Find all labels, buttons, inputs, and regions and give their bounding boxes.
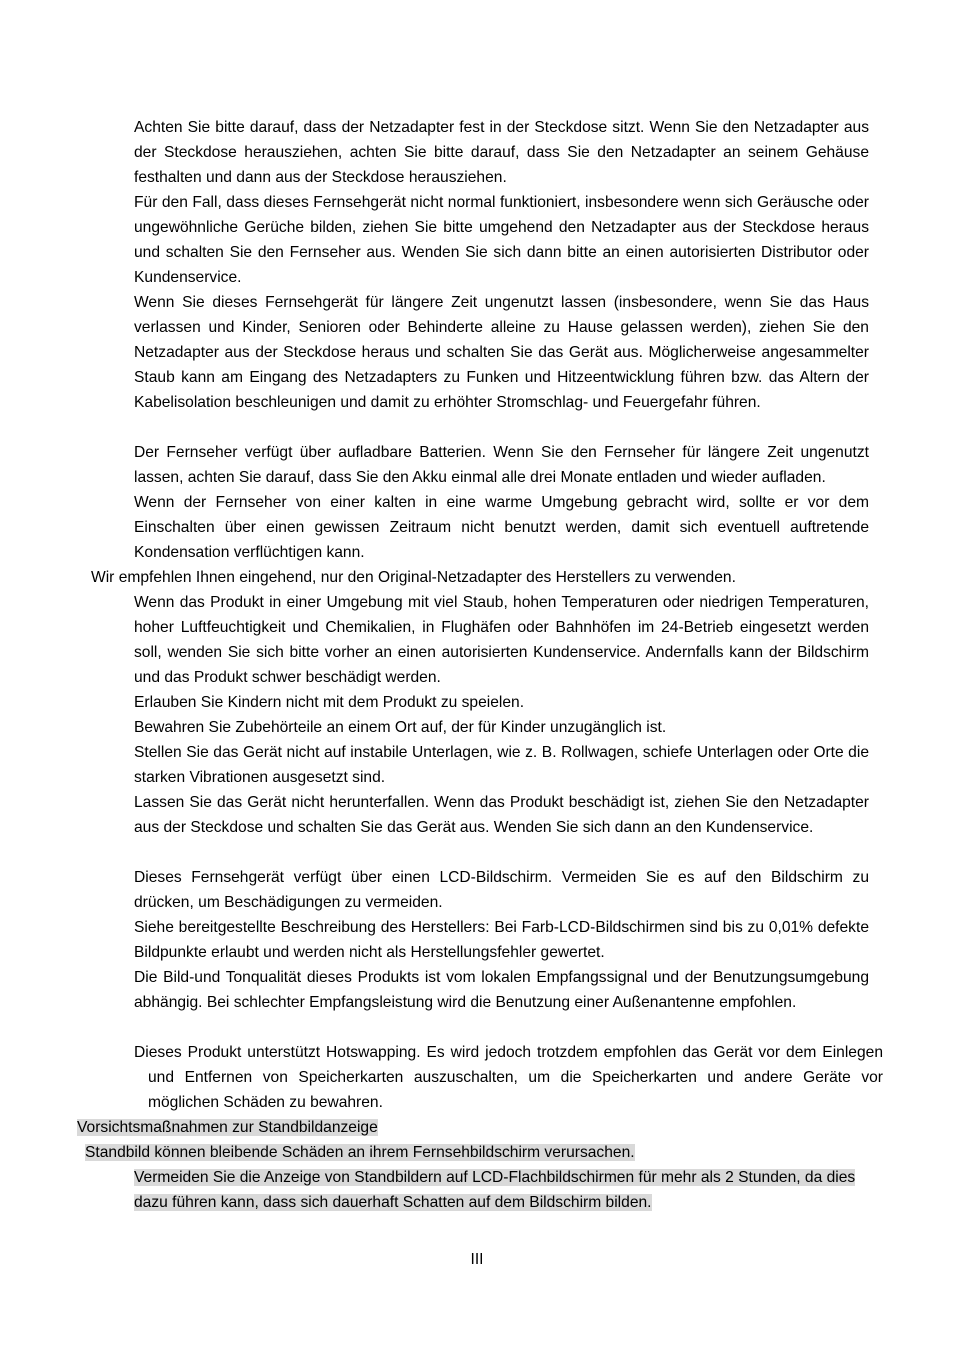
- section-heading: [77, 1116, 378, 1141]
- paragraph-hotswapping: Dieses Produkt unterstützt Hotswapping. Es wird jedoch trotzdem empfohlen das Gerät vor dem Einlegen und Entfernen von Speicherkarten auszuschalten, um die Speicherkarten und andere Geräte vor möglichen Schäden zu bewahren.: [134, 1044, 883, 1111]
- paragraph-herunterfallen: Lassen Sie das Gerät nicht herunterfallen. Wenn das Produkt beschädigt ist, ziehen Sie den Netzadapter aus der Steckdose und schalten Sie das Gerät aus. Wenden Sie sich dann an den Kundenservice.: [134, 794, 869, 836]
- paragraph-ungenutzt-lassen: Wenn Sie dieses Fernsehgerät für längere Zeit ungenutzt lassen (insbesondere, wenn Sie das Haus verlassen und Kinder, Senioren oder Behinderte alleine zu Hause gelassen werden), ziehen Sie den Netzadapter aus der Steckdose heraus und schalten Sie das Gerät aus. Möglicherweise angesammelter Staub kann am Eingang des Netzadapters zu Funken und Hitzeentwicklung führen bzw. das Altern der Kabelisolation beschleunigen und damit zu erhöhter Stromschlag- und Feuergefahr führen.: [134, 294, 869, 411]
- paragraph-kinder: Erlauben Sie Kindern nicht mit dem Produkt zu speielen.: [134, 694, 525, 711]
- page-number: III: [470, 1251, 484, 1268]
- paragraph-umgebung: Wenn das Produkt in einer Umgebung mit viel Staub, hohen Temperaturen oder niedrigen Temperaturen, hoher Luftfeuchtigkeit und Chemikalien, in Flughäfen oder Bahnhöfen im 24-Betrieb eingesetzt werden soll, wenden Sie sich bitte vorher an einen autorisierten Kundenservice. Andernfalls kann der Bildschirm und das Produkt schwer beschädigt werden.: [134, 594, 869, 686]
- paragraph-instabile-unterlagen: Stellen Sie das Gerät nicht auf instabile Unterlagen, wie z. B. Rollwagen, schiefe Unterlagen oder Orte die starken Vibrationen ausgesetzt sind.: [134, 744, 869, 786]
- paragraph-zubehoer: Bewahren Sie Zubehörteile an einem Ort auf, der für Kinder unzugänglich ist.: [134, 719, 667, 736]
- paragraph-kondensation: Wenn der Fernseher von einer kalten in eine warme Umgebung gebracht wird, sollte er vor dem Einschalten über einen gewissen Zeitraum nicht benutzt werden, damit sich eventuell auftretende Kondensation verflüchtigen kann.: [134, 494, 869, 561]
- paragraph-netzadapter-fest: Achten Sie bitte darauf, dass der Netzadapter fest in der Steckdose sitzt. Wenn Sie den Netzadapter aus der Steckdose herausziehen, achten Sie bitte darauf, dass Sie den Netzadapter an seinem Gehäuse festhalten und dann aus der Steckdose herausziehen.: [134, 119, 869, 186]
- paragraph-bild-tonqualitaet: Die Bild-und Tonqualität dieses Produkts ist vom lokalen Empfangssignal und der Benutzungsumgebung abhängig. Bei schlechter Empfangsleistung wird die Benutzung einer Außenantenne empfohlen.: [134, 969, 869, 1011]
- standbild-detail-text: Vermeiden Sie die Anzeige von Standbildern auf LCD-Flachbildschirmen für mehr als 2 Stunden, da dies dazu führen kann, dass sich dauerhaft Schatten auf dem Bildschirm bilden.: [134, 1169, 856, 1211]
- paragraph-lcd-bildschirm: Dieses Fernsehgerät verfügt über einen LCD-Bildschirm. Vermeiden Sie es auf den Bildschirm zu drücken, um Beschädigungen zu vermeiden.: [134, 869, 869, 911]
- section-heading-text: Vorsichtsmaßnahmen zur Standbildanzeige: [77, 1119, 378, 1136]
- standbild-detail: [134, 1166, 869, 1216]
- standbild-warning: [85, 1141, 635, 1166]
- standbild-warning-text: Standbild können bleibende Schäden an ihrem Fernsehbildschirm verursachen.: [85, 1144, 635, 1161]
- paragraph-fehlfunktion: Für den Fall, dass dieses Fernsehgerät nicht normal funktioniert, insbesondere wenn sich Geräusche oder ungewöhnliche Gerüche bilden, ziehen Sie bitte umgehend den Netzadapter aus der Steckdose heraus und schalten Sie den Fernseher aus. Wenden Sie sich dann bitte an einen autorisierten Distributor oder Kundenservice.: [134, 194, 869, 286]
- paragraph-bildpunkte: Siehe bereitgestellte Beschreibung des Herstellers: Bei Farb-LCD-Bildschirmen sind bis zu 0,01% defekte Bildpunkte erlaubt und werden nicht als Herstellungsfehler gewertet.: [134, 919, 869, 961]
- paragraph-original-netzadapter: Wir empfehlen Ihnen eingehend, nur den Original-Netzadapter des Herstellers zu verwenden.: [91, 569, 736, 586]
- paragraph-batterien: Der Fernseher verfügt über aufladbare Batterien. Wenn Sie den Fernseher für längere Zeit ungenutzt lassen, achten Sie darauf, dass Sie den Akku einmal alle drei Monate entladen und wieder aufladen.: [134, 444, 869, 486]
